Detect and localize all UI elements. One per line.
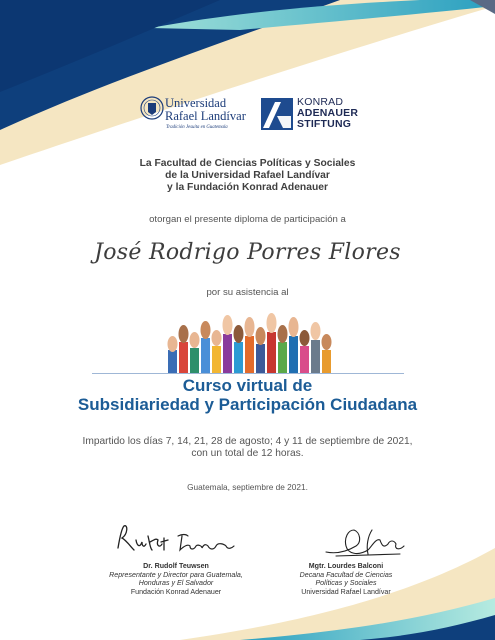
divider-line xyxy=(92,373,404,374)
grant-text: otorgan el presente diploma de participación a xyxy=(149,214,346,225)
attendance-text: por su asistencia al xyxy=(206,287,289,298)
course-dates-line2: con un total de 12 horas. xyxy=(191,448,304,459)
kas-line1: KONRAD xyxy=(297,96,344,108)
university-tagline: Tradición Jesuita en Guatemala xyxy=(166,125,228,130)
kas-logo-text xyxy=(297,97,358,130)
signatory-right-name: Mgtr. Lourdes Balconi xyxy=(308,562,384,570)
university-seal-icon xyxy=(140,96,164,120)
signatory-left-role-line1: Representante y Director para Guatemala, xyxy=(109,570,243,579)
signatory-right-org: Universidad Rafael Landívar xyxy=(301,587,391,596)
faculty-line2: de la Universidad Rafael Landívar xyxy=(165,170,330,181)
signature-block-right xyxy=(246,516,446,596)
course-title-line1: Curso virtual de xyxy=(182,376,313,395)
signature-left-icon xyxy=(106,516,246,562)
faculty-line3: y la Fundación Konrad Adenauer xyxy=(167,182,328,193)
course-dates xyxy=(0,436,495,460)
place-and-date: Guatemala, septiembre de 2021. xyxy=(187,482,308,492)
university-name-line2: Rafael Landívar xyxy=(165,109,246,123)
recipient-name: José Rodrigo Porres Flores xyxy=(94,240,401,265)
university-name xyxy=(165,97,250,123)
course-title-line2: Subsidiariedad y Participación Ciudadana xyxy=(77,395,418,414)
signatory-left-name: Dr. Rudolf Teuwsen xyxy=(143,562,209,570)
signatory-right-role-line1: Decana Facultad de Ciencias xyxy=(299,570,393,579)
signatory-right-text xyxy=(246,562,446,596)
course-title xyxy=(0,376,495,414)
logo-row xyxy=(0,94,495,134)
kas-logo-icon xyxy=(261,98,293,130)
raised-hands-illustration xyxy=(162,312,334,374)
kas-line2: ADENAUER xyxy=(297,107,359,119)
issuing-institutions xyxy=(0,158,495,194)
university-name-line1: Universidad xyxy=(165,96,227,110)
kas-line3: STIFTUNG xyxy=(297,118,352,130)
signatory-left-role-line2: Honduras y El Salvador xyxy=(138,579,214,588)
course-dates-line1: Impartido los días 7, 14, 21, 28 de agosto; 4 y 11 de septiembre de 2021, xyxy=(82,436,413,447)
faculty-line1: La Facultad de Ciencias Políticas y Sociales xyxy=(139,158,356,169)
signatory-right-role-line2: Políticas y Sociales xyxy=(315,579,377,588)
signatory-left-org: Fundación Konrad Adenauer xyxy=(130,587,222,596)
signature-right-icon xyxy=(276,516,416,562)
